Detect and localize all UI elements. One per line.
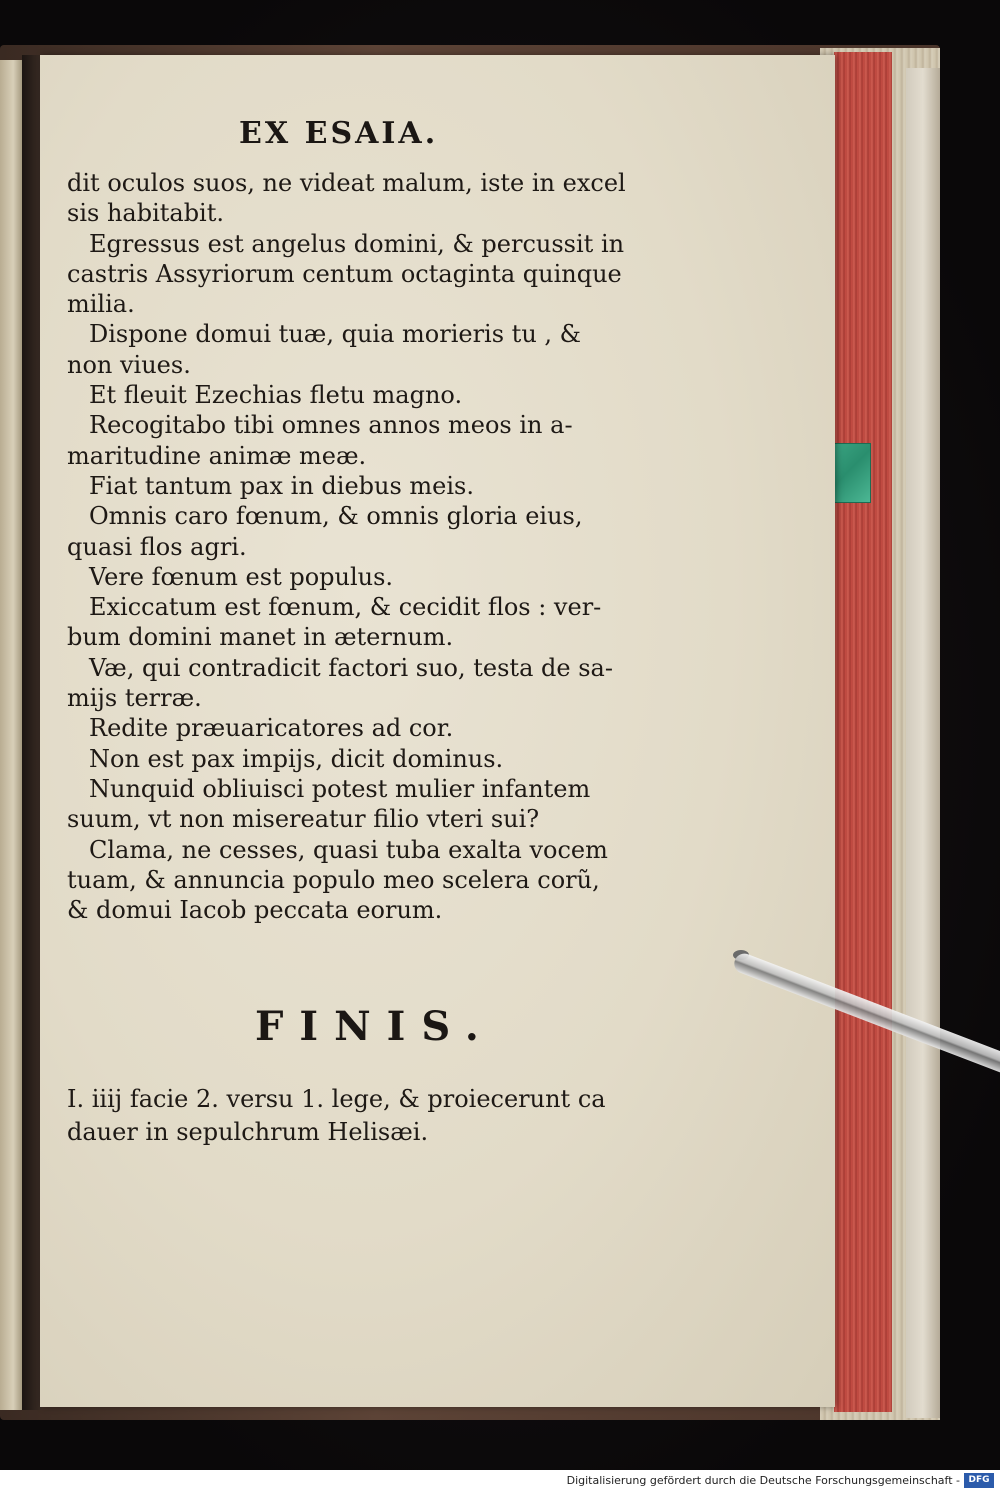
text-line: Vere fœnum est populus. xyxy=(89,562,394,591)
cover-edge xyxy=(906,68,940,1418)
text-line: Væ, qui contradicit factori suo, testa de sa- xyxy=(89,653,613,682)
text-line: Nunquid obliuisci potest mulier infantem xyxy=(89,774,591,803)
text-line: non viues. xyxy=(67,350,191,379)
text-line: Egressus est angelus domini, & percussit in xyxy=(89,229,625,258)
dfg-logo-icon: DFG xyxy=(964,1473,994,1488)
text-line: Non est pax impijs, dicit dominus. xyxy=(89,744,504,773)
page-stack xyxy=(820,48,940,1420)
finis-heading: FINIS. xyxy=(255,1003,495,1050)
text-line: dit oculos suos, ne videat malum, iste in excel xyxy=(67,169,626,197)
text-line: Omnis caro fœnum, & omnis gloria eius, xyxy=(89,502,583,531)
text-line: bum domini manet in æternum. xyxy=(67,623,454,652)
text-line: Exiccatum est fœnum, & cecidit flos : ver- xyxy=(89,593,602,622)
errata-line: dauer in sepulchrum Helisæi. xyxy=(67,1118,429,1146)
text-line: Redite præuaricatores ad cor. xyxy=(89,714,454,743)
errata-line: I. iiij facie 2. versu 1. lege, & proiecerunt ca xyxy=(67,1085,606,1113)
text-line: sis habitabit. xyxy=(67,199,225,228)
text-line: Fiat tantum pax in diebus meis. xyxy=(89,471,474,500)
text-line: milia. xyxy=(67,290,135,319)
text-line: castris Assyriorum centum octaginta quinque xyxy=(67,259,622,288)
errata-note xyxy=(67,1083,667,1149)
text-line: mijs terræ. xyxy=(67,684,202,713)
page-header: EX ESAIA. xyxy=(239,116,439,151)
text-line: Et fleuit Ezechias fletu magno. xyxy=(89,381,463,410)
text-line: tuam, & annuncia populo meo scelera corũ, xyxy=(67,865,600,894)
text-line: maritudine animæ meæ. xyxy=(67,441,367,470)
left-page-edge xyxy=(0,60,22,1410)
text-line: suum, vt non misereatur filio vteri sui? xyxy=(67,805,540,834)
spine-shadow xyxy=(22,55,42,1410)
funding-credit: Digitalisierung gefördert durch die Deutsche Forschungsgemeinschaft - xyxy=(566,1474,960,1487)
text-line: Clama, ne cesses, quasi tuba exalta vocem xyxy=(89,835,608,864)
red-page-edge xyxy=(834,52,892,1412)
page-body xyxy=(67,168,657,925)
text-line: Dispone domui tuæ, quia morieris tu , & xyxy=(89,320,582,349)
text-line: quasi flos agri. xyxy=(67,532,247,561)
footer-bar xyxy=(0,1470,1000,1493)
text-line: Recogitabo tibi omnes annos meos in a- xyxy=(89,411,573,440)
text-line: & domui Iacob peccata eorum. xyxy=(67,896,443,925)
